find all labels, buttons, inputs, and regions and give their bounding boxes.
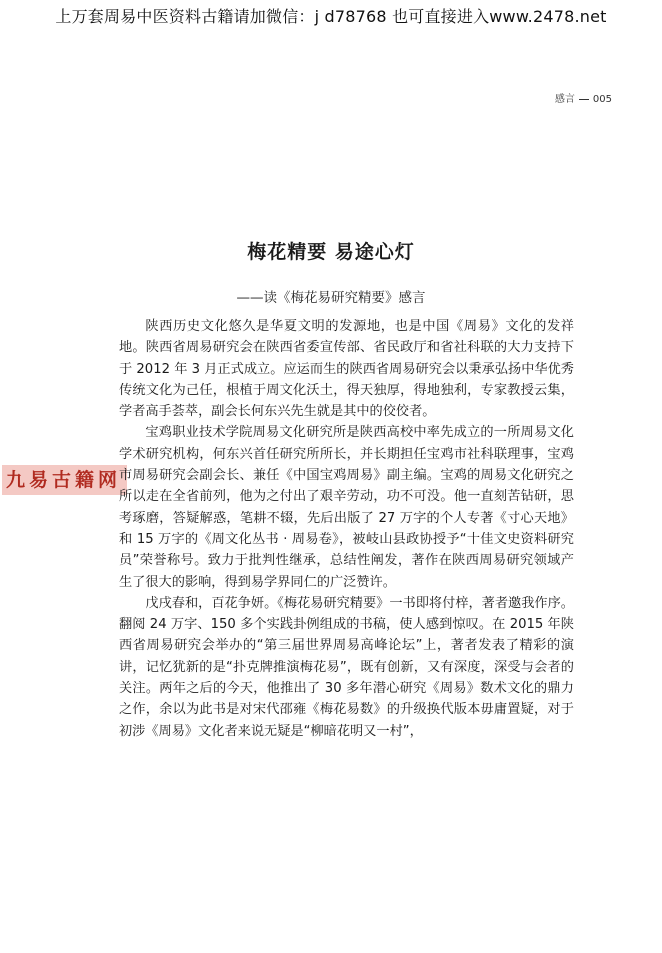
article-title: 梅花精要 易途心灯 xyxy=(247,241,415,263)
page-number: 005 xyxy=(592,94,612,105)
paragraph: 戊戌春和，百花争妍。《梅花易研究精要》一书即将付梓，著者邀我作序。翻阅 24 万字、150 多个实践卦例组成的书稿，使人感到惊叹。在 2015 年陕西省周易研究会举办的“第三届世界周易高峰论坛”上，著者发表了精彩的演讲，记忆犹新的是“扑克牌推演梅花易”，既有创新，又有深度，深受与会者的关注。两年之后的今天，他推出了 30 多年潜心研究《周易》数术文化的鼎力之作，余以为此书是对宋代邵雍《梅花易数》的升级换代版本毋庸置疑，对于初涉《周易》文化者来说无疑是“柳暗花明又一村”， xyxy=(119,595,574,739)
article-body xyxy=(119,316,574,742)
paragraph: 宝鸡职业技术学院周易文化研究所是陕西高校中率先成立的一所周易文化学术研究机构，何东兴首任研究所所长，并长期担任宝鸡市社科联理事，宝鸡市周易研究会副会长、兼任《中国宝鸡周易》副主编。宝鸡的周易文化研究之所以走在全省前列，他为之付出了艰辛劳动，功不可没。他一直刻苦钻研，思考琢磨，答疑解惑，笔耕不辍，先后出版了 27 万字的个人专著《寸心天地》和 15 万字的《周文化丛书 · 周易卷》，被岐山县政协授予“十佳文史资料研究员”荣誉称号。致力于批判性继承，总结性阐发，著作在陕西周易研究领域产生了很大的影响，得到易学界同仁的广泛赞许。 xyxy=(119,425,574,590)
article-subtitle: ——读《梅花易研究精要》感言 xyxy=(236,290,426,306)
paragraph: 陕西历史文化悠久是华夏文明的发源地，也是中国《周易》文化的发祥地。陕西省周易研究会在陕西省委宣传部、省民政厅和省社科联的大力支持下于 2012 年 3 月正式成立。应运而生的陕西省周易研究会以秉承弘扬中华优秀传统文化为己任，根植于周文化沃土，得天独厚，得地独利，专家教授云集，学者高手荟萃，副会长何东兴先生就是其中的佼佼者。 xyxy=(119,319,574,420)
running-head xyxy=(555,90,612,105)
running-head-rule xyxy=(579,99,589,100)
running-head-label: 感言 xyxy=(554,94,575,105)
top-banner: 上万套周易中医资料古籍请加微信：j d78768 也可直接进入www.2478.net xyxy=(55,7,607,26)
watermark-logo: 九易古籍网 xyxy=(2,465,127,495)
